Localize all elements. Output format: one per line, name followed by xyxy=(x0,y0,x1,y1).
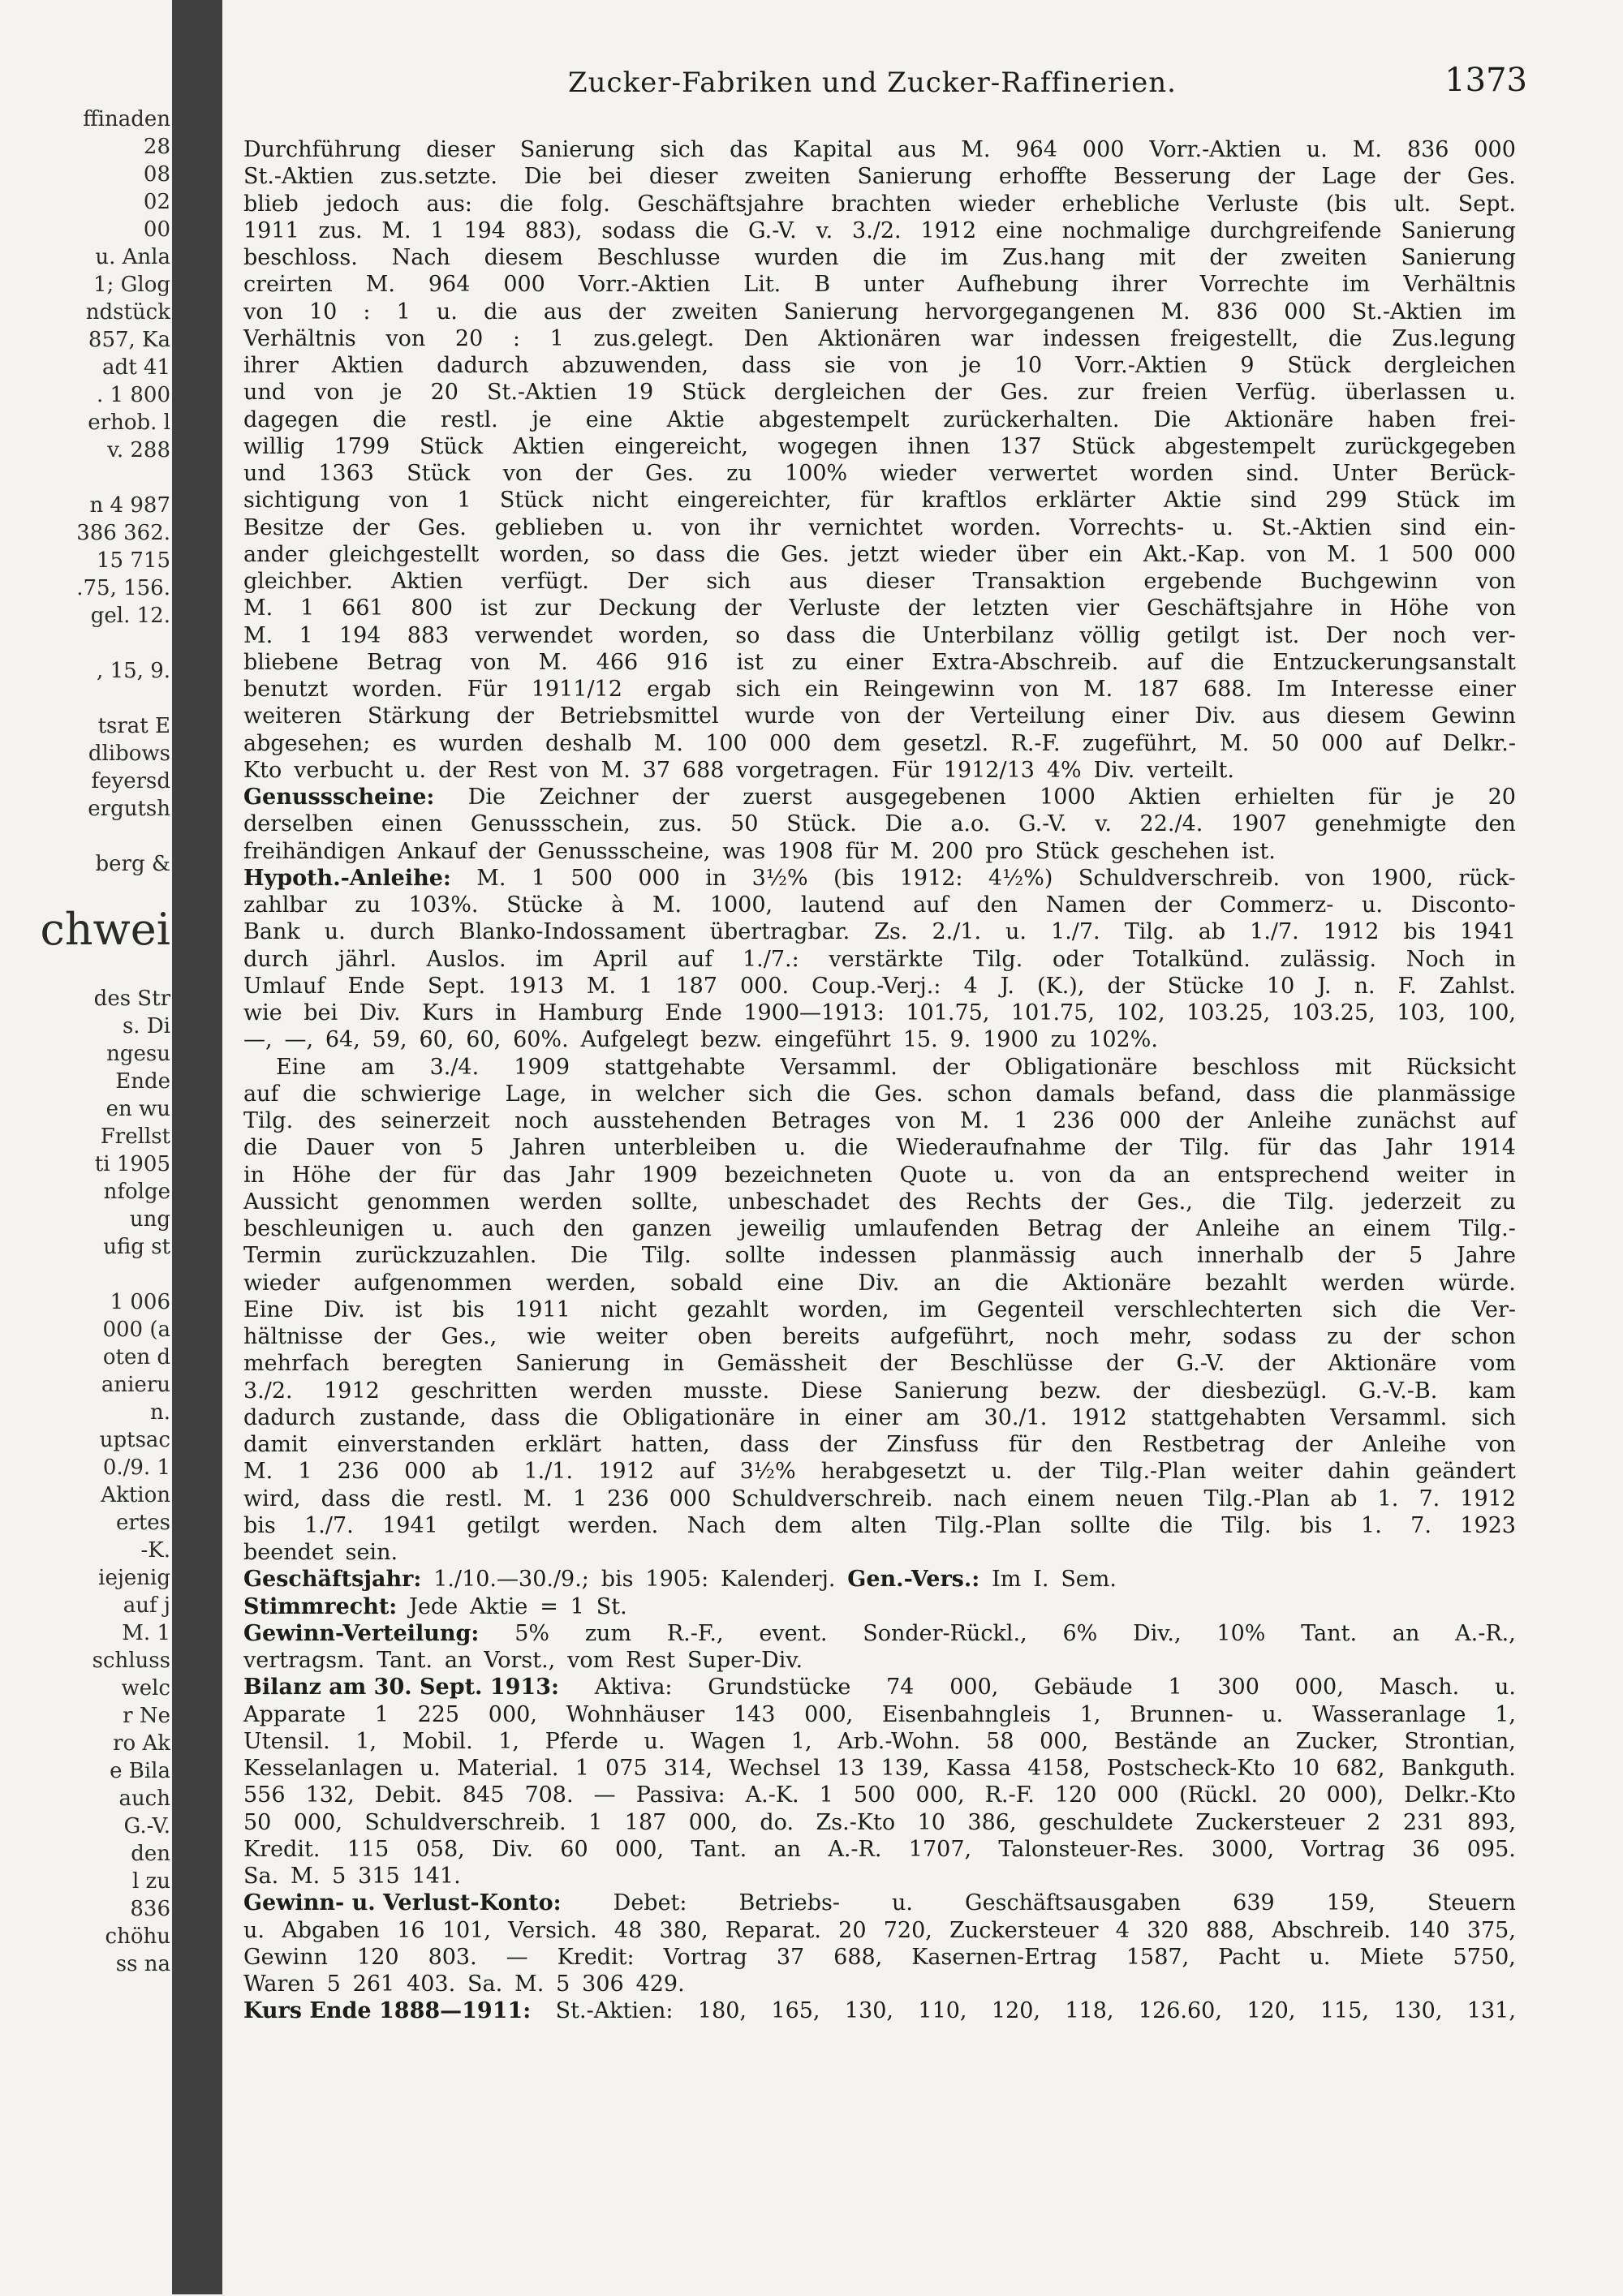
text-line: ander gleichgestellt worden, so dass die Ges. jetzt wieder über ein Akt.-Kap. von M. 1 500 000 xyxy=(243,541,1516,567)
text-line: u. Abgaben 16 101, Versich. 48 380, Reparat. 20 720, Zuckersteuer 4 320 888, Abschreib. 140 375, xyxy=(243,1917,1516,1943)
text-line: von 10 : 1 u. die aus der zweiten Sanierung hervorgegangenen M. 836 000 St.-Aktien im xyxy=(243,299,1516,325)
fragment-line: ung xyxy=(129,1207,170,1232)
text-line: und 1363 Stück von der Ges. zu 100% wieder verwertet worden sind. Unter Berück- xyxy=(243,461,1516,486)
fragment-line: l zu xyxy=(131,1869,170,1894)
text-line: 3./2. 1912 geschritten werden musste. Diese Sanierung bezw. der diesbezügl. G.-V.-B. kam xyxy=(243,1378,1516,1404)
text-line: 1911 zus. M. 1 194 883), sodass die G.-V. v. 3./2. 1912 eine nochmalige durchgreifende Sanierung xyxy=(243,217,1516,243)
body-text xyxy=(243,136,1516,2025)
text-line: bliebene Betrag von M. 466 916 ist zu einer Extra-Abschreib. auf die Entzuckerungsanstalt xyxy=(243,649,1516,675)
text-line: benutzt worden. Für 1911/12 ergab sich ein Reingewinn von M. 187 688. Im Interesse einer xyxy=(243,677,1516,702)
fragment-line: -K. xyxy=(140,1538,170,1563)
fragment-line: ndstück xyxy=(85,300,170,325)
text-line: vertragsm. Tant. an Vorst., vom Rest Super-Div. xyxy=(243,1648,803,1673)
fragment-line: gel. 12. xyxy=(90,604,170,628)
text-line: gleichber. Aktien verfügt. Der sich aus dieser Transaktion ergebende Buchgewinn von xyxy=(243,569,1516,594)
text-line: und von je 20 St.-Aktien 19 Stück dergleichen der Ges. zur freien Verfüg. überlassen u. xyxy=(243,380,1516,406)
fragment-line: den xyxy=(131,1842,170,1866)
text-line: M. 1 194 883 verwendet worden, so dass die Unterbilanz völlig getilgt ist. Der noch ver- xyxy=(243,622,1516,648)
text-line: Genussscheine: Die Zeichner der zuerst ausgegebenen 1000 Aktien erhielten für je 20 xyxy=(243,785,1516,810)
text-line: Stimmrecht: Jede Aktie = 1 St. xyxy=(243,1593,627,1619)
fragment-line: erhob. l xyxy=(88,411,170,435)
fragment-line: berg & xyxy=(95,852,170,876)
fragment-line: 00 xyxy=(143,217,170,242)
fragment-line: auch xyxy=(118,1786,170,1811)
fragment-line: n 4 987 xyxy=(89,493,170,518)
text-line: abgesehen; es wurden deshalb M. 100 000 dem gesetzl. R.-F. zugeführt, M. 50 000 auf Delkr.- xyxy=(243,730,1516,756)
fragment-line: G.-V. xyxy=(123,1814,170,1838)
fragment-line: e Bila xyxy=(110,1759,170,1783)
fragment-line: des Str xyxy=(93,987,170,1011)
text-line: wie bei Div. Kurs in Hamburg Ende 1900—1913: 101.75, 101.75, 102, 103.25, 103.25, 103, 100, xyxy=(243,1000,1516,1025)
fragment-line: ffinaden xyxy=(83,107,170,131)
text-line: 50 000, Schuldverschreib. 1 187 000, do. Zs.-Kto 10 386, geschuldete Zuckersteuer 2 231 893, xyxy=(243,1809,1516,1835)
text-line: die Dauer von 5 Jahren unterbleiben u. die Wiederaufnahme der Tilg. für das Jahr 1914 xyxy=(243,1135,1516,1161)
fragment-line: .75, 156. xyxy=(76,576,170,600)
text-line: willig 1799 Stück Aktien eingereicht, wogegen ihnen 137 Stück abgestempelt zurückgegeben xyxy=(243,433,1516,459)
fragment-line: adt 41 xyxy=(102,355,170,380)
fragment-line: 1; Glog xyxy=(93,273,170,297)
text-line: Umlauf Ende Sept. 1913 M. 1 187 000. Coup.-Verj.: 4 J. (K.), der Stücke 10 J. n. F. Zahlst. xyxy=(243,973,1516,999)
fragment-line: , 15, 9. xyxy=(97,659,170,683)
text-line: beschloss. Nach diesem Beschlusse wurden die im Zus.hang mit der zweiten Sanierung xyxy=(243,245,1516,270)
fragment-line: iejenig xyxy=(98,1566,170,1590)
fragment-line: ro Ak xyxy=(113,1731,170,1756)
fragment-line: 1 006 xyxy=(110,1290,170,1314)
text-line: Aussicht genommen werden sollte, unbeschadet des Rechts der Ges., die Tilg. jederzeit zu xyxy=(243,1189,1516,1215)
fragment-line: chöhu xyxy=(105,1924,170,1949)
text-line: durch jährl. Auslos. im April auf 1./7.: verstärkte Tilg. oder Totalkünd. zulässig. Noch in xyxy=(243,946,1516,972)
text-line: Eine Div. ist bis 1911 nicht gezahlt worden, im Gegenteil verschlechterten sich die Ver- xyxy=(243,1296,1516,1322)
text-line: —, —, 64, 59, 60, 60, 60%. Aufgelegt bezw. eingeführt 15. 9. 1900 zu 102%. xyxy=(243,1027,1158,1053)
fragment-line: 386 362. xyxy=(76,521,170,545)
text-line: Utensil. 1, Mobil. 1, Pferde u. Wagen 1, Arb.-Wohn. 58 000, Bestände an Zucker, Strontian, xyxy=(243,1728,1516,1754)
fragment-line: auf j xyxy=(123,1593,170,1618)
text-line: Eine am 3./4. 1909 stattgehabte Versamml. der Obligationäre beschloss mit Rücksicht xyxy=(276,1054,1516,1080)
text-line: hältnisse der Ges., wie weiter oben bereits aufgeführt, noch mehr, sodass zu der schon xyxy=(243,1324,1516,1349)
text-line: Bank u. durch Blanko-Indossament übertragbar. Zs. 2./1. u. 1./7. Tilg. ab 1./7. 1912 bis 1941 xyxy=(243,919,1516,945)
text-line: Waren 5 261 403. Sa. M. 5 306 429. xyxy=(243,1971,685,1997)
fragment-line: en wu xyxy=(105,1097,170,1121)
text-line: Kredit. 115 058, Div. 60 000, Tant. an A.-R. 1707, Talonsteuer-Res. 3000, Vortrag 36 095. xyxy=(243,1836,1516,1862)
fragment-line: ti 1905 xyxy=(94,1152,170,1176)
text-line: in Höhe der für das Jahr 1909 bezeichneten Quote u. von da an entsprechend weiter in xyxy=(243,1162,1516,1188)
text-line: Gewinn-Verteilung: 5% zum R.-F., event. Sonder-Rückl., 6% Div., 10% Tant. an A.-R., xyxy=(243,1620,1516,1646)
binding-shadow xyxy=(172,0,222,2294)
fragment-line: feyersd xyxy=(91,769,170,793)
fragment-line: oten d xyxy=(102,1345,170,1369)
text-line: beschleunigen u. auch den ganzen jeweilig umlaufenden Betrag der Anleihe an einem Tilg.- xyxy=(243,1216,1516,1241)
fragment-line: 15 715 xyxy=(97,548,170,573)
fragment-line: ertes xyxy=(116,1511,170,1535)
text-line: damit einverstanden erklärt hatten, dass der Zinsfuss für den Restbetrag der Anleihe von xyxy=(243,1432,1516,1457)
text-line: Hypoth.-Anleihe: M. 1 500 000 in 3½% (bis 1912: 4½%) Schuldverschreib. von 1900, rück- xyxy=(243,865,1516,891)
text-line: freihändigen Ankauf der Genussscheine, was 1908 für M. 200 pro Stück geschehen ist. xyxy=(243,838,1276,864)
text-line: Durchführung dieser Sanierung sich das Kapital aus M. 964 000 Vorr.-Aktien u. M. 836 000 xyxy=(243,137,1516,162)
fragment-line: Ende xyxy=(115,1069,170,1094)
text-line: Tilg. des seinerzeit noch ausstehenden Betrages von M. 1 236 000 der Anleihe zunächst auf xyxy=(243,1108,1516,1133)
fragment-line: M. 1 xyxy=(122,1621,170,1645)
text-line: blieb jedoch aus: die folg. Geschäftsjahre brachten wieder erhebliche Verluste (bis ult. Sept. xyxy=(243,191,1516,217)
fragment-line: 08 xyxy=(143,162,170,187)
text-line: auf die schwierige Lage, in welcher sich die Ges. schon damals befand, dass die planmässige xyxy=(243,1081,1516,1107)
fragment-line: 000 (a xyxy=(102,1318,170,1342)
text-line: beendet sein. xyxy=(243,1540,398,1565)
fragment-line: ergutsh xyxy=(88,797,170,821)
text-line: Gewinn- u. Verlust-Konto: Debet: Betriebs- u. Geschäftsausgaben 639 159, Steuern xyxy=(243,1890,1516,1916)
fragment-line: tsrat E xyxy=(97,714,170,738)
fragment-line: . 1 800 xyxy=(97,383,170,407)
text-line: St.-Aktien zus.setzte. Die bei dieser zweiten Sanierung erhoffte Besserung der Lage der Ges. xyxy=(243,164,1516,190)
text-line: mehrfach beregten Sanierung in Gemässheit der Beschlüsse der G.-V. der Aktionäre vom xyxy=(243,1351,1516,1377)
text-line: Bilanz am 30. Sept. 1913: Aktiva: Grundstücke 74 000, Gebäude 1 300 000, Masch. u. xyxy=(243,1675,1516,1701)
text-line: Gewinn 120 803. — Kredit: Vortrag 37 688, Kasernen-Ertrag 1587, Pacht u. Miete 5750, xyxy=(243,1944,1516,1970)
text-line: Geschäftsjahr: 1./10.—30./9.; bis 1905: Kalenderj. Gen.-Vers.: Im I. Sem. xyxy=(243,1567,1117,1593)
text-line: Sa. M. 5 315 141. xyxy=(243,1864,461,1889)
fragment-line: welc xyxy=(121,1676,170,1701)
text-line: ihrer Aktien dadurch abzuwenden, dass sie von je 10 Vorr.-Aktien 9 Stück dergleichen xyxy=(243,353,1516,378)
fragment-line: r Ne xyxy=(123,1704,170,1728)
text-line: M. 1 661 800 ist zur Deckung der Verluste der letzten vier Geschäftsjahre in Höhe von xyxy=(243,595,1516,621)
fragment-line: 836 xyxy=(130,1897,170,1921)
fragment-line: ss na xyxy=(115,1952,170,1976)
page-number: 1373 xyxy=(1444,62,1527,99)
fragment-line: 0./9. 1 xyxy=(102,1455,170,1480)
fragment-line: Aktion xyxy=(101,1483,170,1507)
text-line: Kto verbucht u. der Rest von M. 37 688 vorgetragen. Für 1912/13 4% Div. verteilt. xyxy=(243,757,1234,783)
fragment-line: 28 xyxy=(143,135,170,159)
fragment-line: u. Anla xyxy=(95,245,170,269)
fragment-line: ngesu xyxy=(106,1042,170,1066)
text-line: Kurs Ende 1888—1911: St.-Aktien: 180, 165, 130, 110, 120, 118, 126.60, 120, 115, 130, 131, xyxy=(243,1998,1516,2024)
fragment-line: schluss xyxy=(92,1649,170,1673)
fragment-line: v. 288 xyxy=(107,438,170,462)
fragment-line: anieru xyxy=(101,1373,170,1397)
fragment-line: 02 xyxy=(143,190,170,214)
text-line: creirten M. 964 000 Vorr.-Aktien Lit. B unter Aufhebung ihrer Vorrechte im Verhältnis xyxy=(243,272,1516,298)
fragment-line: ufig st xyxy=(103,1235,170,1259)
fragment-line: n. xyxy=(149,1400,170,1425)
text-line: dadurch zustande, dass die Obligationäre in einer am 30./1. 1912 stattgehabten Versamml. sich xyxy=(243,1404,1516,1430)
text-line: wieder aufgenommen werden, sobald eine Div. an die Aktionäre bezahlt werden würde. xyxy=(243,1270,1516,1296)
running-header: Zucker-Fabriken und Zucker-Raffinerien. xyxy=(568,67,1177,99)
fragment-line: uptsac xyxy=(99,1428,170,1452)
text-line: M. 1 236 000 ab 1./1. 1912 auf 3½% herabgesetzt u. der Tilg.-Plan weiter dahin geändert xyxy=(243,1459,1516,1485)
text-line: derselben einen Genussschein, zus. 50 Stück. Die a.o. G.-V. v. 22./4. 1907 genehmigte den xyxy=(243,811,1516,837)
text-line: weiteren Stärkung der Betriebsmittel wurde von der Verteilung einer Div. aus diesem Gewinn xyxy=(243,703,1516,729)
text-line: Termin zurückzuzahlen. Die Tilg. sollte indessen planmässig auch innerhalb der 5 Jahre xyxy=(243,1243,1516,1269)
text-line: wird, dass die restl. M. 1 236 000 Schuldverschreib. nach einem neuen Tilg.-Plan ab 1. 7. 1912 xyxy=(243,1486,1516,1511)
text-line: Kesselanlagen u. Material. 1 075 314, Wechsel 13 139, Kassa 4158, Postscheck-Kto 10 682, Bankguth. xyxy=(243,1756,1516,1781)
text-line: zahlbar zu 103%. Stücke à M. 1000, lautend auf den Namen der Commerz- u. Disconto- xyxy=(243,892,1516,918)
fragment-line: chwei xyxy=(40,904,170,955)
fragment-line: 857, Ka xyxy=(88,328,170,352)
text-line: Besitze der Ges. geblieben u. von ihr vernichtet worden. Vorrechts- u. St.-Aktien sind ein- xyxy=(243,514,1516,540)
text-line: dagegen die restl. je eine Aktie abgestempelt zurückerhalten. Die Aktionäre haben frei- xyxy=(243,406,1516,432)
text-line: sichtigung von 1 Stück nicht eingereichter, für kraftlos erklärter Aktie sind 299 Stück im xyxy=(243,488,1516,514)
previous-page-fragment xyxy=(0,105,170,2296)
fragment-line: dlibows xyxy=(88,742,170,766)
text-line: bis 1./7. 1941 getilgt werden. Nach dem alten Tilg.-Plan sollte die Tilg. bis 1. 7. 1923 xyxy=(243,1512,1516,1538)
text-line: 556 132, Debit. 845 708. — Passiva: A.-K. 1 500 000, R.-F. 120 000 (Rückl. 20 000), Delkr.-Kto xyxy=(243,1782,1516,1808)
fragment-line: Frellst xyxy=(100,1124,170,1149)
text-line: Verhältnis von 20 : 1 zus.gelegt. Den Aktionären war indessen freigestellt, die Zus.legung xyxy=(243,325,1516,351)
fragment-line: nfolge xyxy=(103,1180,170,1204)
text-line: Apparate 1 225 000, Wohnhäuser 143 000, Eisenbahngleis 1, Brunnen- u. Wasseranlage 1, xyxy=(243,1701,1516,1727)
fragment-line: s. Di xyxy=(122,1014,170,1038)
